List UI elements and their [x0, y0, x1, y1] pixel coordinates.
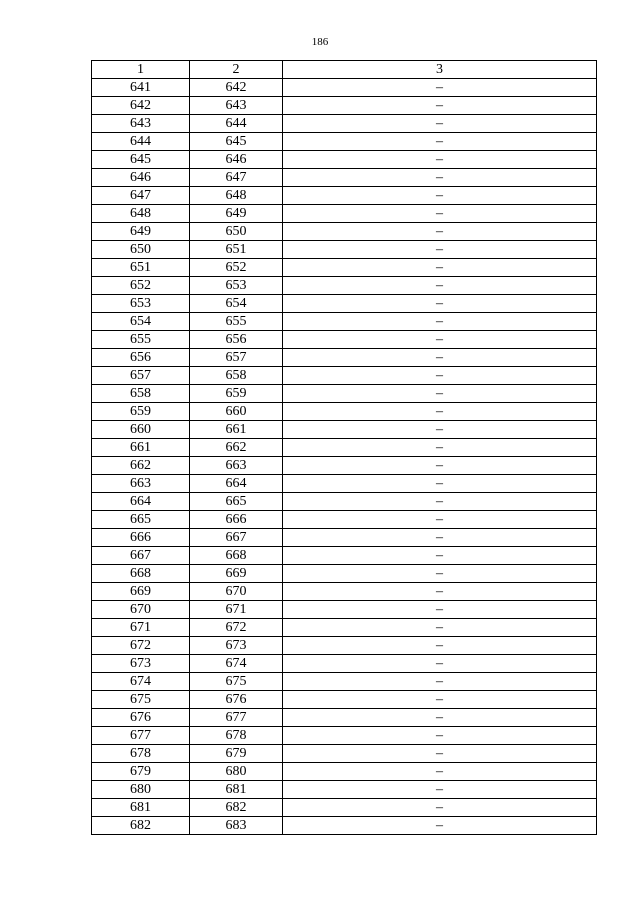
table-cell-col-1: 667	[92, 547, 190, 565]
table-cell-col-1: 656	[92, 349, 190, 367]
table-cell-col-3: –	[283, 745, 597, 763]
table-cell-col-3: –	[283, 349, 597, 367]
table-row	[92, 295, 597, 313]
table-cell-col-3: –	[283, 331, 597, 349]
table-cell-col-2: 659	[190, 385, 283, 403]
table-cell-col-2: 673	[190, 637, 283, 655]
table-cell-col-1: 680	[92, 781, 190, 799]
table-row	[92, 133, 597, 151]
table-cell-col-2: 678	[190, 727, 283, 745]
table-cell-col-3: –	[283, 169, 597, 187]
table-cell-col-1: 652	[92, 277, 190, 295]
table-row	[92, 601, 597, 619]
data-table	[91, 60, 597, 835]
table-cell-col-2: 677	[190, 709, 283, 727]
table-cell-col-2: 671	[190, 601, 283, 619]
table-cell-col-3: –	[283, 637, 597, 655]
table-cell-col-1: 660	[92, 421, 190, 439]
table-cell-col-3: –	[283, 421, 597, 439]
column-header-3: 3	[283, 61, 597, 79]
table-row	[92, 313, 597, 331]
table-cell-col-1: 659	[92, 403, 190, 421]
table-cell-col-1: 682	[92, 817, 190, 835]
table-cell-col-1: 643	[92, 115, 190, 133]
table-cell-col-1: 649	[92, 223, 190, 241]
table-cell-col-1: 642	[92, 97, 190, 115]
table-row	[92, 259, 597, 277]
table-cell-col-2: 649	[190, 205, 283, 223]
table-cell-col-1: 663	[92, 475, 190, 493]
table-cell-col-2: 647	[190, 169, 283, 187]
table-cell-col-3: –	[283, 295, 597, 313]
table-cell-col-3: –	[283, 763, 597, 781]
table-row	[92, 475, 597, 493]
table-cell-col-1: 676	[92, 709, 190, 727]
table-row	[92, 691, 597, 709]
table-row	[92, 421, 597, 439]
table-cell-col-2: 665	[190, 493, 283, 511]
table-cell-col-2: 662	[190, 439, 283, 457]
table-cell-col-3: –	[283, 439, 597, 457]
table-row	[92, 187, 597, 205]
table-cell-col-3: –	[283, 115, 597, 133]
table-cell-col-1: 668	[92, 565, 190, 583]
table-row	[92, 439, 597, 457]
table-cell-col-1: 654	[92, 313, 190, 331]
page-number: 186	[311, 36, 329, 48]
table-row	[92, 277, 597, 295]
table-cell-col-3: –	[283, 475, 597, 493]
header-row	[92, 61, 597, 79]
table-cell-col-3: –	[283, 601, 597, 619]
table-cell-col-3: –	[283, 619, 597, 637]
table-row	[92, 745, 597, 763]
table-cell-col-2: 676	[190, 691, 283, 709]
table-row	[92, 619, 597, 637]
table-cell-col-3: –	[283, 511, 597, 529]
table-cell-col-2: 651	[190, 241, 283, 259]
table-cell-col-3: –	[283, 457, 597, 475]
table-cell-col-3: –	[283, 799, 597, 817]
table-cell-col-3: –	[283, 313, 597, 331]
table-row	[92, 727, 597, 745]
table-cell-col-3: –	[283, 493, 597, 511]
table-cell-col-3: –	[283, 187, 597, 205]
table-row	[92, 511, 597, 529]
table-cell-col-3: –	[283, 367, 597, 385]
table-row	[92, 205, 597, 223]
table-cell-col-2: 682	[190, 799, 283, 817]
table-cell-col-3: –	[283, 709, 597, 727]
table-cell-col-2: 643	[190, 97, 283, 115]
table-row	[92, 115, 597, 133]
table-cell-col-1: 669	[92, 583, 190, 601]
table-cell-col-1: 664	[92, 493, 190, 511]
table-cell-col-1: 673	[92, 655, 190, 673]
table-row	[92, 367, 597, 385]
table-cell-col-1: 670	[92, 601, 190, 619]
table-cell-col-2: 683	[190, 817, 283, 835]
table-cell-col-2: 661	[190, 421, 283, 439]
table-row	[92, 547, 597, 565]
table-row	[92, 799, 597, 817]
table-cell-col-2: 655	[190, 313, 283, 331]
table-row	[92, 763, 597, 781]
table-row	[92, 169, 597, 187]
table-cell-col-1: 677	[92, 727, 190, 745]
table-row	[92, 223, 597, 241]
table-cell-col-2: 644	[190, 115, 283, 133]
table-cell-col-2: 652	[190, 259, 283, 277]
table-cell-col-2: 642	[190, 79, 283, 97]
table-cell-col-1: 647	[92, 187, 190, 205]
table-cell-col-2: 670	[190, 583, 283, 601]
table-cell-col-1: 674	[92, 673, 190, 691]
table-cell-col-3: –	[283, 691, 597, 709]
table-cell-col-3: –	[283, 241, 597, 259]
table-row	[92, 385, 597, 403]
table-row	[92, 709, 597, 727]
table-cell-col-1: 653	[92, 295, 190, 313]
table-cell-col-3: –	[283, 259, 597, 277]
table-cell-col-2: 648	[190, 187, 283, 205]
table-row	[92, 637, 597, 655]
table-cell-col-1: 672	[92, 637, 190, 655]
table-row	[92, 151, 597, 169]
table-cell-col-1: 658	[92, 385, 190, 403]
table-cell-col-2: 675	[190, 673, 283, 691]
table-cell-col-1: 678	[92, 745, 190, 763]
table-cell-col-2: 666	[190, 511, 283, 529]
table-cell-col-3: –	[283, 655, 597, 673]
table-row	[92, 655, 597, 673]
table-row	[92, 583, 597, 601]
table-cell-col-3: –	[283, 277, 597, 295]
table-cell-col-2: 653	[190, 277, 283, 295]
table-cell-col-1: 666	[92, 529, 190, 547]
table-row	[92, 529, 597, 547]
table-cell-col-1: 661	[92, 439, 190, 457]
table-cell-col-3: –	[283, 781, 597, 799]
table-cell-col-1: 681	[92, 799, 190, 817]
table-cell-col-3: –	[283, 133, 597, 151]
column-header-1: 1	[92, 61, 190, 79]
table-cell-col-3: –	[283, 583, 597, 601]
table-row	[92, 97, 597, 115]
table-row	[92, 457, 597, 475]
table-row	[92, 403, 597, 421]
table-body	[92, 79, 597, 835]
table-cell-col-2: 657	[190, 349, 283, 367]
table-row	[92, 331, 597, 349]
table-cell-col-1: 655	[92, 331, 190, 349]
table-cell-col-2: 664	[190, 475, 283, 493]
table-cell-col-2: 669	[190, 565, 283, 583]
table-cell-col-3: –	[283, 673, 597, 691]
table-cell-col-3: –	[283, 547, 597, 565]
table-cell-col-1: 644	[92, 133, 190, 151]
table-cell-col-3: –	[283, 529, 597, 547]
table-cell-col-3: –	[283, 97, 597, 115]
table-cell-col-3: –	[283, 205, 597, 223]
column-header-2: 2	[190, 61, 283, 79]
table-cell-col-2: 650	[190, 223, 283, 241]
table-cell-col-2: 660	[190, 403, 283, 421]
table-cell-col-1: 650	[92, 241, 190, 259]
table-cell-col-2: 663	[190, 457, 283, 475]
table-cell-col-3: –	[283, 403, 597, 421]
table-cell-col-2: 656	[190, 331, 283, 349]
table-cell-col-1: 675	[92, 691, 190, 709]
table-cell-col-2: 681	[190, 781, 283, 799]
table-cell-col-2: 680	[190, 763, 283, 781]
table-cell-col-3: –	[283, 385, 597, 403]
table-row	[92, 781, 597, 799]
table-cell-col-2: 674	[190, 655, 283, 673]
table-cell-col-1: 646	[92, 169, 190, 187]
table-cell-col-2: 679	[190, 745, 283, 763]
table-row	[92, 241, 597, 259]
table-cell-col-1: 645	[92, 151, 190, 169]
table-cell-col-3: –	[283, 223, 597, 241]
table-cell-col-2: 667	[190, 529, 283, 547]
table-cell-col-2: 654	[190, 295, 283, 313]
table-cell-col-3: –	[283, 727, 597, 745]
table-cell-col-1: 679	[92, 763, 190, 781]
table-row	[92, 673, 597, 691]
table-row	[92, 79, 597, 97]
table-row	[92, 493, 597, 511]
table-cell-col-1: 641	[92, 79, 190, 97]
table-cell-col-1: 665	[92, 511, 190, 529]
table-row	[92, 565, 597, 583]
table-header	[92, 61, 597, 79]
table-cell-col-2: 658	[190, 367, 283, 385]
table-cell-col-1: 648	[92, 205, 190, 223]
table-cell-col-2: 646	[190, 151, 283, 169]
table-cell-col-1: 657	[92, 367, 190, 385]
table-cell-col-1: 651	[92, 259, 190, 277]
table-cell-col-1: 671	[92, 619, 190, 637]
table-row	[92, 817, 597, 835]
table-cell-col-1: 662	[92, 457, 190, 475]
table-cell-col-2: 672	[190, 619, 283, 637]
table-cell-col-2: 645	[190, 133, 283, 151]
table-cell-col-3: –	[283, 565, 597, 583]
table-cell-col-2: 668	[190, 547, 283, 565]
table-cell-col-3: –	[283, 151, 597, 169]
table-row	[92, 349, 597, 367]
table-cell-col-3: –	[283, 817, 597, 835]
table-cell-col-3: –	[283, 79, 597, 97]
